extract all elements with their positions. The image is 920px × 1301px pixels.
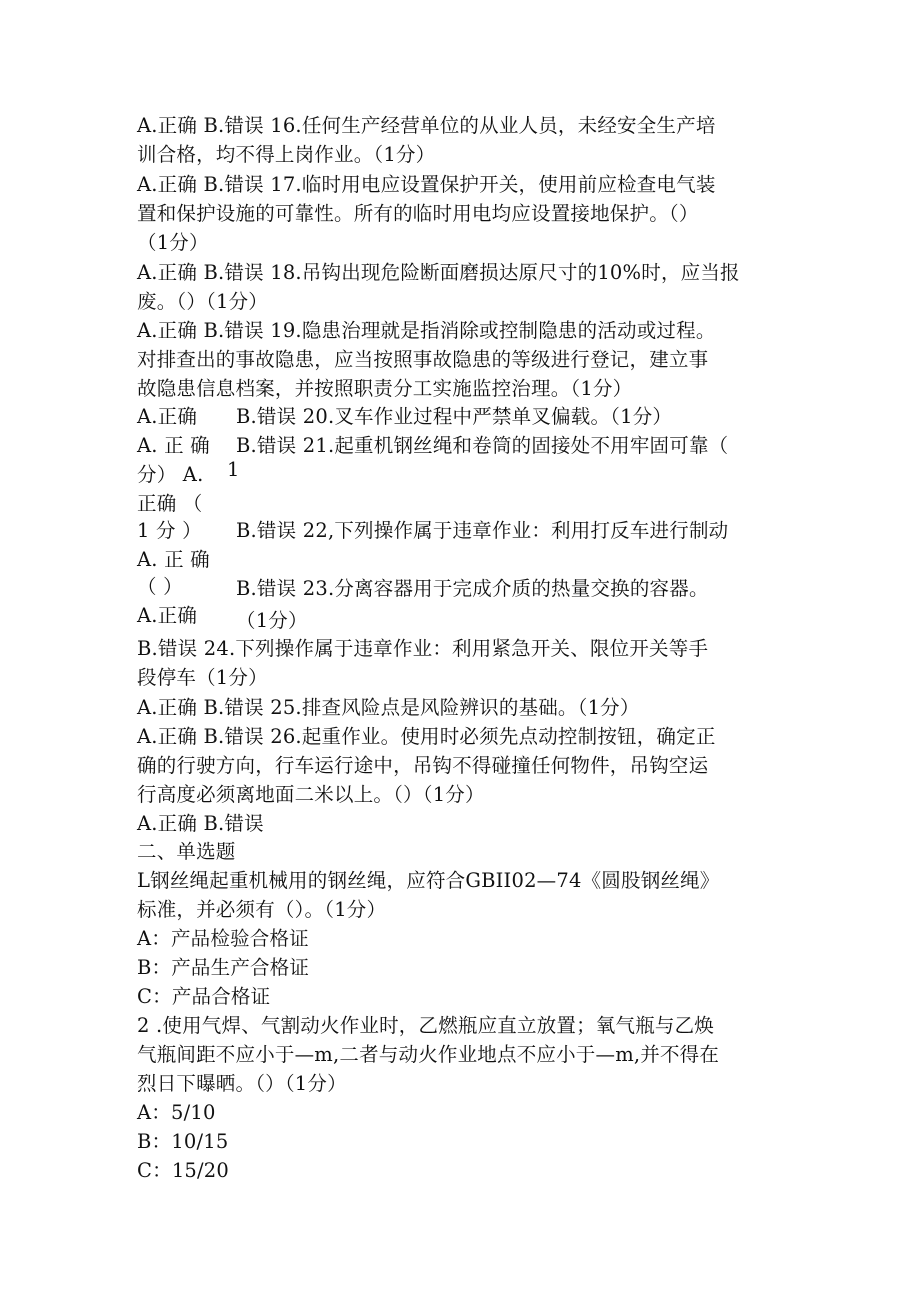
text-line: 烈日下曝晒。（）（1分） (137, 1072, 347, 1095)
score-fragment: 分） A. (137, 463, 204, 486)
text-line: 确的行驶方向，行车运行途中，吊钩不得碰撞任何物件，吊钩空运 (137, 754, 709, 777)
option-line: A：产品检验合格证 (137, 927, 309, 950)
text-line: A.正确 B.错误 19.隐患治理就是指消除或控制隐患的活动或过程。 (137, 319, 716, 342)
text-line: （1分） (137, 231, 209, 254)
text-line: A.正确 B.错误 16.任何生产经营单位的从业人员，未经安全生产培 (137, 114, 716, 137)
text-line: A.正确 B.错误 18.吊钩出现危险断面磨损达原尺寸的10%时，应当报 (137, 261, 740, 284)
text-line: 故隐患信息档案，并按照职责分工实施监控治理。（1分） (137, 377, 633, 400)
text-line: A.正确 B.错误 17.临时用电应设置保护开关，使用前应检查电气装 (137, 173, 716, 196)
text-line: 训合格，均不得上岗作业。（1分） (137, 143, 436, 166)
option-line: B：10/15 (137, 1130, 229, 1153)
question-text: B.错误 23.分离容器用于完成介质的热量交换的容器。 (236, 577, 709, 600)
question-text: B.错误 24.下列操作属于违章作业：利用紧急开关、限位开关等手 (137, 637, 709, 660)
text-line: A.正确 B.错误 25.排查风险点是风险辨识的基础。（1分） (137, 696, 640, 719)
answer-option: 正确 （ (137, 492, 203, 515)
answer-option: A.正确 (137, 604, 198, 627)
text-line: 对排查出的事故隐患，应当按照事故隐患的等级进行登记，建立事 (137, 348, 709, 371)
answer-option: A.正确 (137, 405, 198, 428)
question-text: B.错误 22,下列操作属于违章作业：利用打反车进行制动 (236, 519, 729, 542)
answer-option: A. 正 确 (137, 434, 210, 457)
question-text: 段停车（1分） (137, 666, 268, 689)
score-fragment: 1 分 ） (137, 519, 202, 542)
score-fragment: 1 (227, 458, 240, 481)
text-line: 行高度必须离地面二米以上。（）（1分） (137, 783, 485, 806)
score-fragment: （1分） (236, 609, 308, 632)
answer-option: A. 正 确 (137, 548, 210, 571)
section-heading: 二、单选题 (137, 840, 236, 863)
text-line: 废。（）（1分） (137, 290, 269, 313)
option-line: C：产品合格证 (137, 985, 271, 1008)
text-line: A.正确 B.错误 26.起重作业。使用时必须先点动控制按钮，确定正 (137, 725, 716, 748)
text-line: A.正确 B.错误 (137, 812, 264, 835)
option-line: B：产品生产合格证 (137, 956, 310, 979)
blank-paren: （ ） (137, 575, 183, 598)
option-line: C：15/20 (137, 1159, 230, 1182)
text-line: 置和保护设施的可靠性。所有的临时用电均应设置接地保护。（） (137, 202, 699, 225)
option-line: A：5/10 (137, 1101, 216, 1124)
question-text: B.错误 20.叉车作业过程中严禁单叉偏载。（1分） (236, 405, 673, 428)
text-line: L钢丝绳起重机械用的钢丝绳，应符合GBII02—74《圆股钢丝绳》 (137, 869, 720, 892)
text-line: 标准，并必须有（）。（1分） (137, 898, 387, 921)
text-line: 气瓶间距不应小于—m,二者与动火作业地点不应小于—m,并不得在 (137, 1043, 720, 1066)
question-text: B.错误 21.起重机钢丝绳和卷筒的固接处不用牢固可靠（ (236, 434, 729, 457)
text-line: 2 .使用气焊、气割动火作业时，乙燃瓶应直立放置；氧气瓶与乙焕 (137, 1014, 715, 1037)
